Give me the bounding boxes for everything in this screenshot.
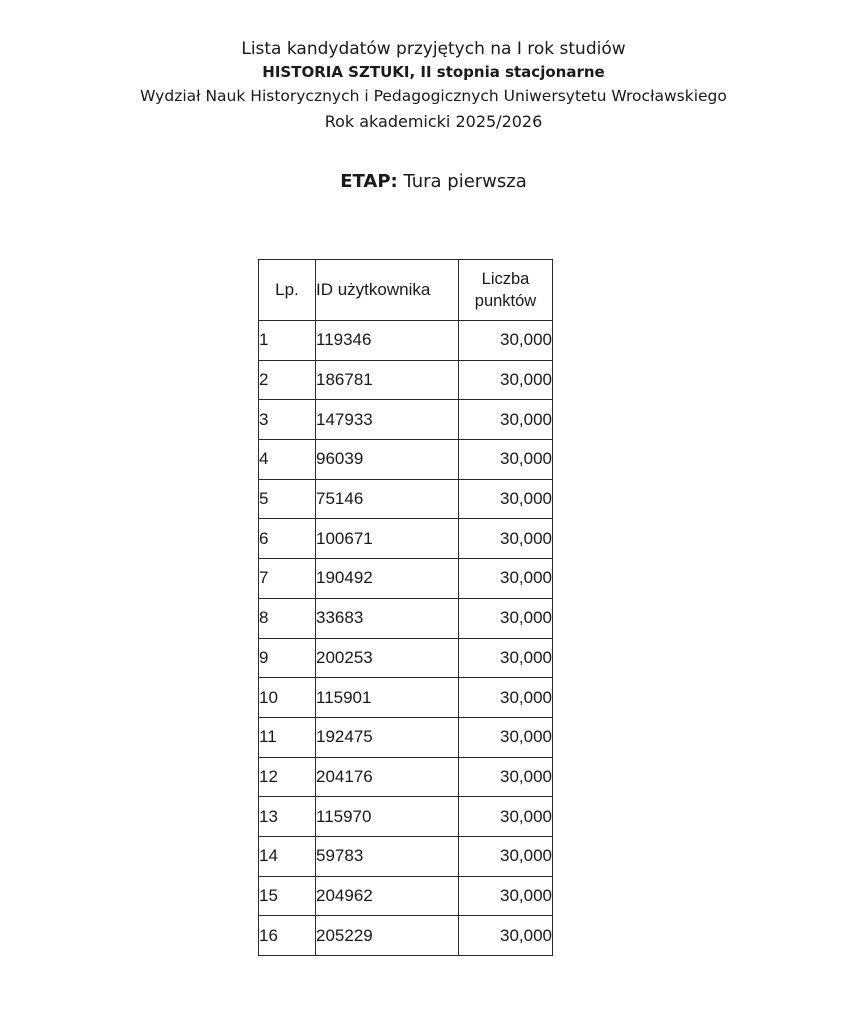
- table-row: [259, 559, 553, 599]
- user-id-cell: 59783: [316, 836, 459, 876]
- row-number: 2: [259, 360, 316, 400]
- points-cell: 30,000: [459, 797, 553, 837]
- row-number: 9: [259, 638, 316, 678]
- table-row: [259, 717, 553, 757]
- table-row: [259, 479, 553, 519]
- user-id-cell: 115901: [316, 678, 459, 718]
- table-row: [259, 638, 553, 678]
- stage-label: ETAP:: [340, 171, 398, 192]
- table-row: [259, 678, 553, 718]
- table-row: [259, 598, 553, 638]
- table-row: [259, 916, 553, 956]
- user-id-cell: 190492: [316, 559, 459, 599]
- user-id-cell: 192475: [316, 717, 459, 757]
- user-id-cell: 204176: [316, 757, 459, 797]
- row-number: 7: [259, 559, 316, 599]
- points-cell: 30,000: [459, 638, 553, 678]
- points-cell: 30,000: [459, 876, 553, 916]
- row-number: 8: [259, 598, 316, 638]
- table-row: [259, 757, 553, 797]
- points-cell: 30,000: [459, 836, 553, 876]
- points-cell: 30,000: [459, 519, 553, 559]
- document-header: [0, 36, 867, 133]
- points-cell: 30,000: [459, 717, 553, 757]
- points-cell: 30,000: [459, 321, 553, 361]
- user-id-cell: 100671: [316, 519, 459, 559]
- row-number: 13: [259, 797, 316, 837]
- results-table: [258, 259, 553, 956]
- row-number: 14: [259, 836, 316, 876]
- user-id-cell: 200253: [316, 638, 459, 678]
- row-number: 3: [259, 400, 316, 440]
- user-id-cell: 75146: [316, 479, 459, 519]
- points-cell: 30,000: [459, 479, 553, 519]
- points-cell: 30,000: [459, 916, 553, 956]
- table-row: [259, 876, 553, 916]
- points-cell: 30,000: [459, 360, 553, 400]
- table-row: [259, 321, 553, 361]
- row-number: 12: [259, 757, 316, 797]
- table-row: [259, 797, 553, 837]
- stage-value: Tura pierwsza: [403, 171, 527, 192]
- points-cell: 30,000: [459, 440, 553, 480]
- table-row: [259, 519, 553, 559]
- header-user-id: ID użytkownika: [316, 260, 459, 321]
- row-number: 15: [259, 876, 316, 916]
- row-number: 10: [259, 678, 316, 718]
- row-number: 4: [259, 440, 316, 480]
- points-cell: 30,000: [459, 757, 553, 797]
- row-number: 11: [259, 717, 316, 757]
- header-points-line1: Liczba: [481, 270, 530, 288]
- row-number: 16: [259, 916, 316, 956]
- user-id-cell: 96039: [316, 440, 459, 480]
- program-name: HISTORIA SZTUKI, II stopnia stacjonarne: [262, 63, 605, 81]
- user-id-cell: 204962: [316, 876, 459, 916]
- table-row: [259, 360, 553, 400]
- user-id-cell: 115970: [316, 797, 459, 837]
- header-lp: Lp.: [259, 260, 316, 321]
- header-points: [459, 260, 553, 321]
- header-points-line2: punktów: [474, 292, 537, 310]
- academic-year: Rok akademicki 2025/2026: [324, 112, 543, 131]
- table-row: [259, 400, 553, 440]
- user-id-cell: 186781: [316, 360, 459, 400]
- stage-heading: [0, 168, 867, 196]
- row-number: 1: [259, 321, 316, 361]
- user-id-cell: 205229: [316, 916, 459, 956]
- list-title: Lista kandydatów przyjętych na I rok studiów: [241, 39, 626, 59]
- table-header-row: [259, 260, 553, 321]
- row-number: 5: [259, 479, 316, 519]
- points-cell: 30,000: [459, 678, 553, 718]
- user-id-cell: 119346: [316, 321, 459, 361]
- points-cell: 30,000: [459, 400, 553, 440]
- row-number: 6: [259, 519, 316, 559]
- table-row: [259, 836, 553, 876]
- user-id-cell: 33683: [316, 598, 459, 638]
- table-row: [259, 440, 553, 480]
- faculty-name: Wydział Nauk Historycznych i Pedagogicznych Uniwersytetu Wrocławskiego: [140, 87, 727, 105]
- user-id-cell: 147933: [316, 400, 459, 440]
- points-cell: 30,000: [459, 559, 553, 599]
- points-cell: 30,000: [459, 598, 553, 638]
